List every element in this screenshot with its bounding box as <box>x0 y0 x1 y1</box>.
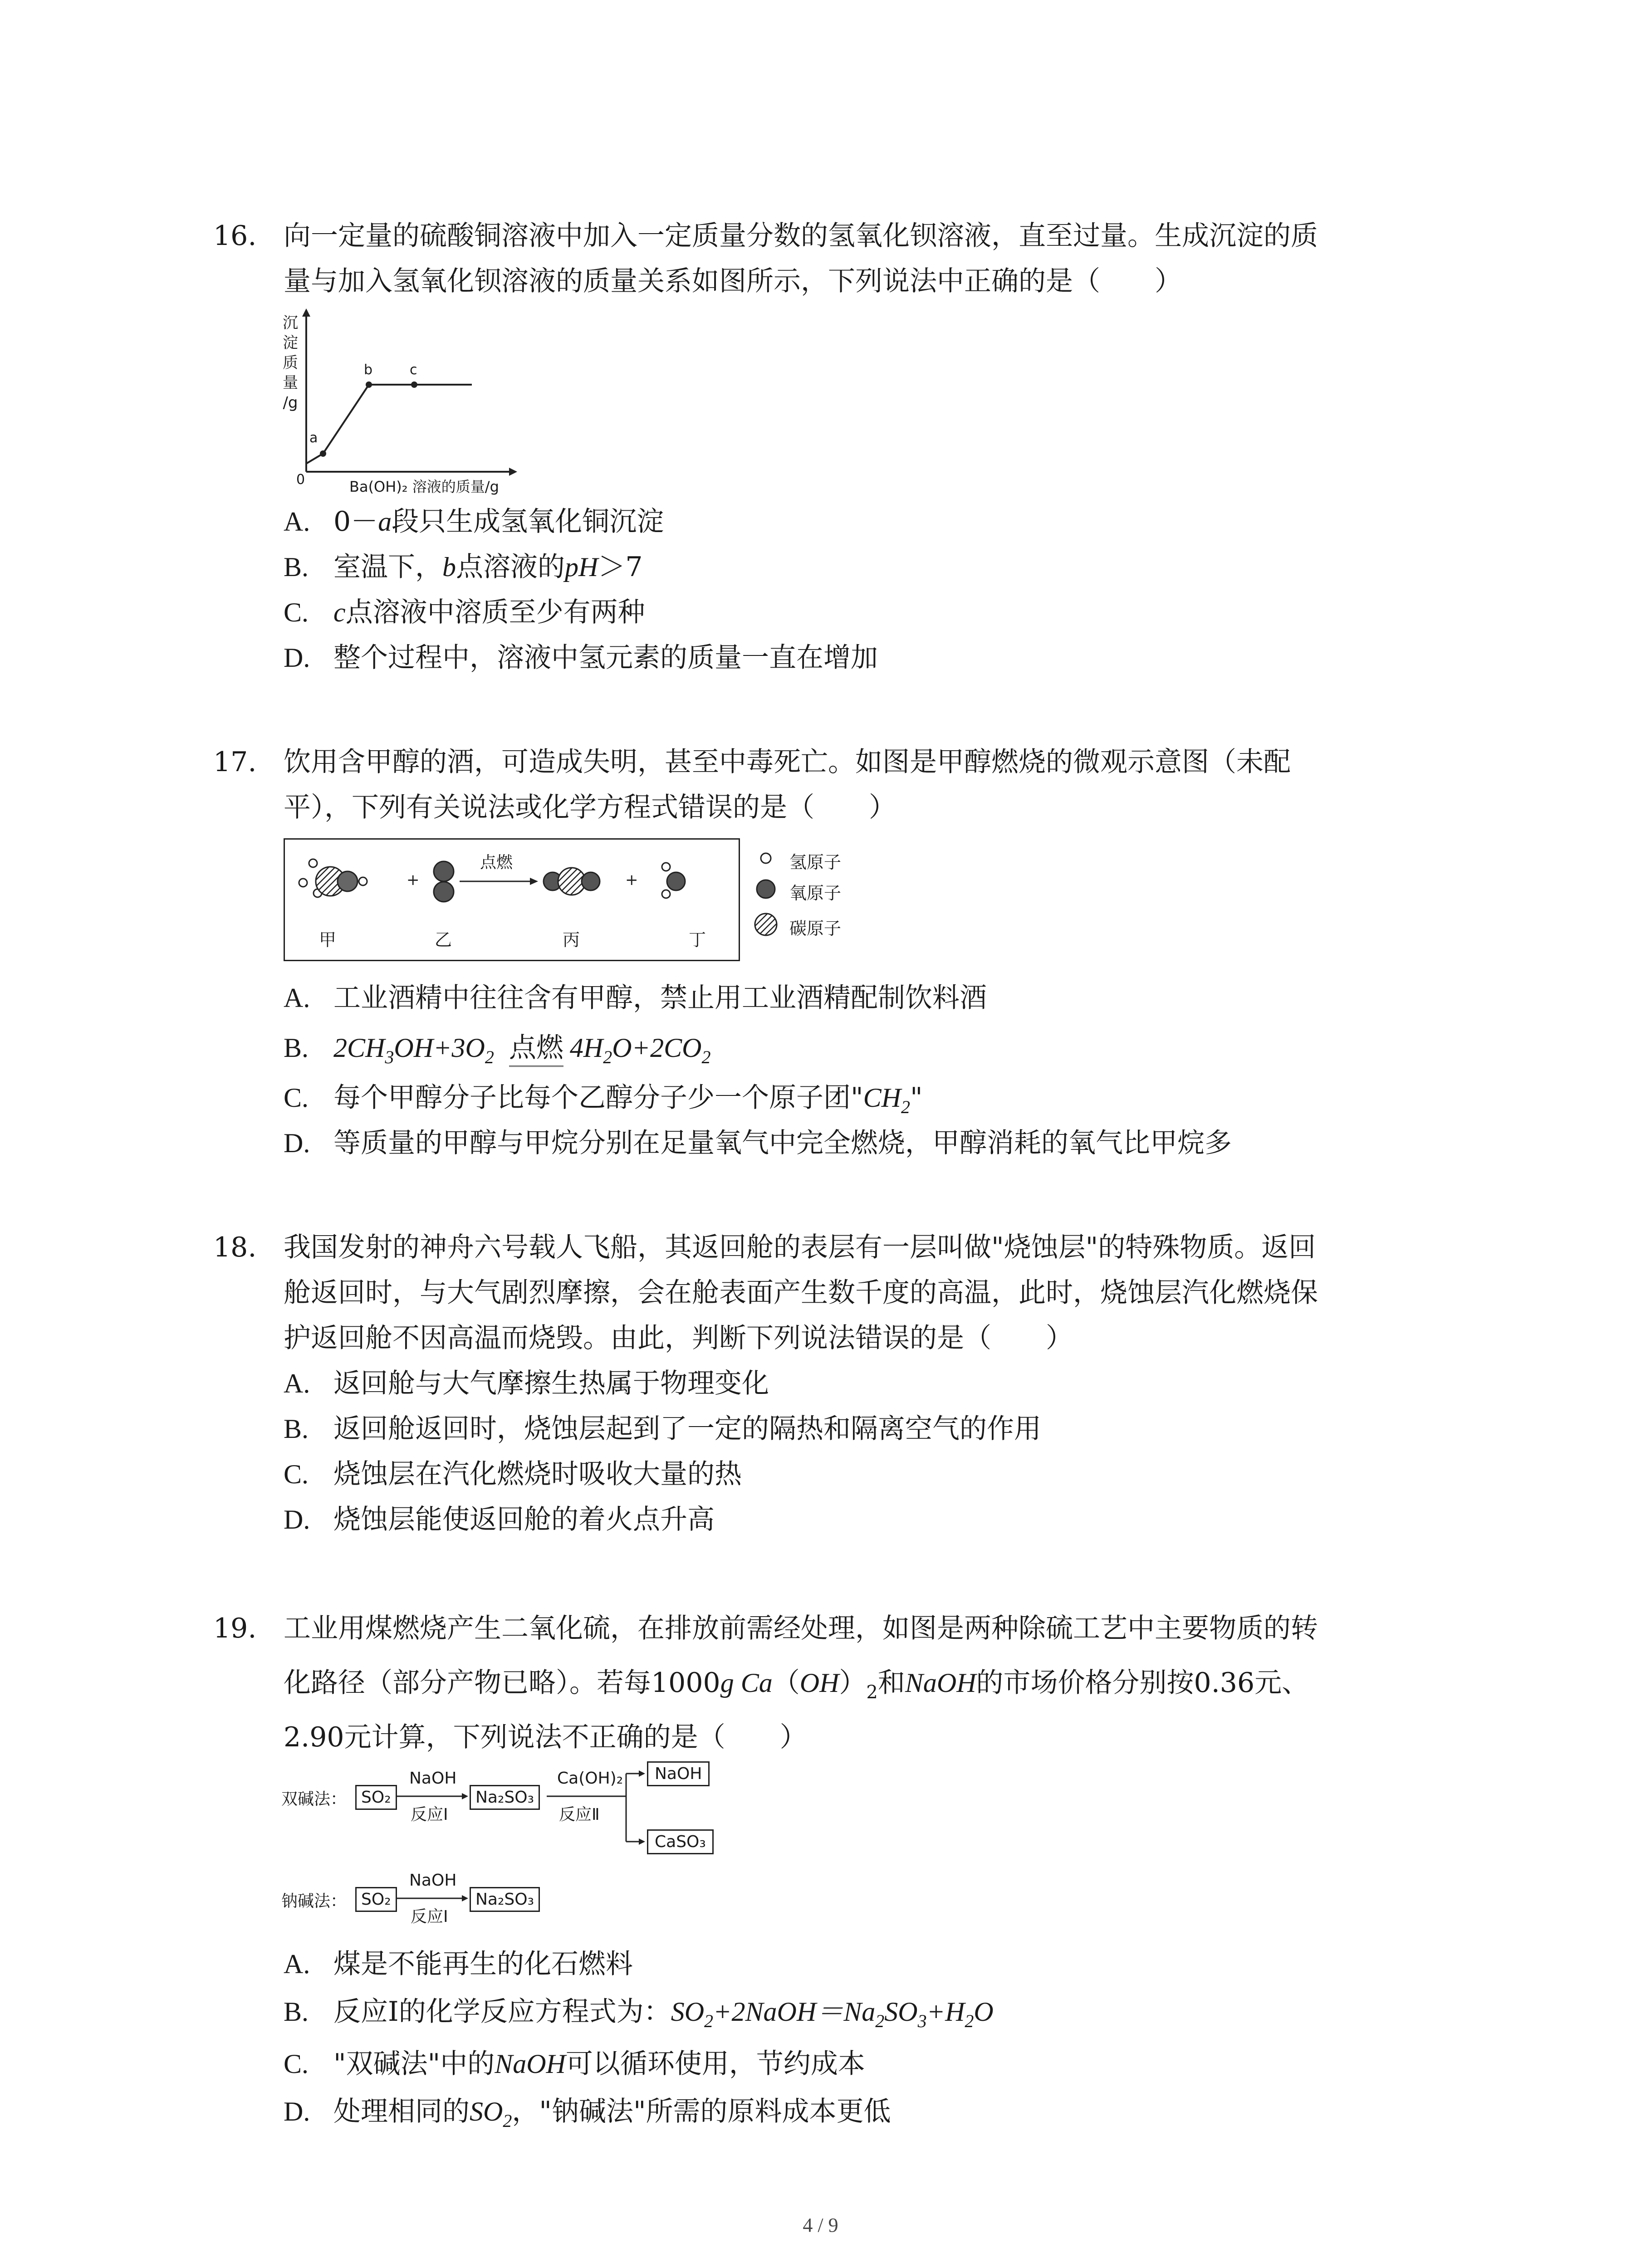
option-label: C. <box>284 1459 309 1489</box>
option-label: B. <box>284 1033 309 1063</box>
point-a <box>320 450 326 457</box>
q18-option-a <box>284 1361 769 1406</box>
naoh-reagent: NaOH <box>409 1769 457 1788</box>
formula-oh: OH <box>799 1668 839 1698</box>
option-text: " <box>910 1082 923 1114</box>
q17-option-b <box>284 1025 710 1080</box>
option-text: 烧蚀层能使返回舱的着火点升高 <box>333 1504 715 1535</box>
plus-sign: + <box>625 871 638 889</box>
arrow-head-icon <box>462 1895 468 1901</box>
arrow-head-icon <box>462 1793 468 1799</box>
legend-icons <box>753 844 785 957</box>
option-text: ，"钠碱法"所需的原料成本更低 <box>512 2096 891 2127</box>
question-16-chart <box>281 308 517 499</box>
reaction-2-label: 反应Ⅱ <box>559 1805 600 1824</box>
q16-option-a <box>284 499 664 544</box>
option-text: 烧蚀层在汽化燃烧时吸收大量的热 <box>333 1458 742 1490</box>
y-label-char: 沉 <box>283 314 298 332</box>
formula-caoh2: Ca <box>740 1668 773 1698</box>
stem-text: 和 <box>877 1667 905 1699</box>
y-label-char: /g <box>283 394 298 412</box>
option-text: 室温下， <box>333 551 442 583</box>
question-18-stem-line1: 我国发射的神舟六号载人飞船，其返回舱的表层有一层叫做"烧蚀层"的特殊物质。返回 <box>284 1232 1316 1263</box>
method-double-alkali: 双碱法： <box>281 1790 347 1809</box>
molecule-label-ding: 丁 <box>689 930 706 950</box>
option-label: B. <box>284 552 309 582</box>
method-sodium-alkali: 钠碱法： <box>281 1892 347 1911</box>
option-text: ＞7 <box>598 551 643 583</box>
q17-option-d <box>284 1120 1232 1166</box>
y-axis-arrow-icon <box>302 308 310 317</box>
methanol-molecule <box>299 859 367 897</box>
y-label-char: 量 <box>283 374 298 392</box>
molecule-label-bing: 丙 <box>563 930 580 950</box>
option-label: C. <box>284 1083 309 1113</box>
so2-box: SO₂ <box>355 1887 397 1912</box>
paren: ） <box>839 1667 867 1699</box>
q19-option-d <box>284 2089 891 2144</box>
legend-oxygen: 氧原子 <box>789 883 842 903</box>
question-19-stem-line3: 2.90元计算，下列说法不正确的是（ ） <box>284 1721 807 1753</box>
option-text: 工业酒精中往往含有甲醇，禁止用工业酒精配制饮料酒 <box>333 982 987 1014</box>
carbon-atom-icon <box>755 914 777 935</box>
naoh-product-box: NaOH <box>647 1761 710 1786</box>
origin-label: 0 <box>296 472 305 488</box>
arrow-head-icon <box>639 1838 645 1845</box>
atom-legend <box>753 844 871 957</box>
water-molecule <box>662 863 685 898</box>
q16-option-b <box>284 544 643 590</box>
q18-option-b <box>284 1406 1041 1452</box>
option-text: 处理相同的 <box>333 2096 470 2127</box>
y-label-char: 淀 <box>283 334 298 352</box>
equation-left: $2CH_3OH+3O_2$ <box>333 1033 494 1067</box>
question-17-stem-line1: 饮用含甲醇的酒，可造成失明，甚至中毒死亡。如图是甲醇燃烧的微观示意图（未配 <box>284 746 1291 778</box>
arrow-condition: 点燃 <box>480 853 513 872</box>
reaction-1-label: 反应Ⅰ <box>411 1907 448 1926</box>
option-label: A. <box>284 1949 310 1979</box>
point-c-label: c <box>410 362 417 378</box>
option-var: c <box>333 597 346 627</box>
point-b-label: b <box>364 362 373 378</box>
q17-option-a <box>284 975 987 1021</box>
na2so3-box: Na₂SO₃ <box>470 1785 540 1810</box>
carbon-dioxide-molecule <box>544 868 600 895</box>
oxygen-atom-icon <box>757 880 775 898</box>
formula-so2: $SO_2$ <box>470 2097 512 2131</box>
formula-ch2: $CH_2$ <box>863 1083 910 1117</box>
question-16-stem-line2: 量与加入氢氧化钡溶液的质量关系如图所示，下列说法中正确的是（ ） <box>284 265 1182 297</box>
option-label: C. <box>284 597 309 627</box>
reaction-condition <box>509 1025 563 1070</box>
option-text: 整个过程中，溶液中氢元素的质量一直在增加 <box>333 642 878 674</box>
option-text: 点溶液中溶质至少有两种 <box>345 596 645 628</box>
question-18-number: 18. <box>213 1232 257 1263</box>
stem-text: 化路径（部分产物已略）。若每1000 <box>284 1667 720 1699</box>
legend-carbon: 碳原子 <box>789 919 842 938</box>
arrow-head-icon <box>639 1770 645 1777</box>
data-line <box>306 385 472 464</box>
option-text: 可以循环使用，节约成本 <box>565 2048 865 2080</box>
option-text: 点溶液的 <box>456 551 565 583</box>
option-label: A. <box>284 507 310 537</box>
question-19-stem-line2 <box>284 1660 1309 1715</box>
paren: （ <box>772 1667 800 1699</box>
option-label: C. <box>284 2049 309 2079</box>
option-text: 每个甲醇分子比每个乙醇分子少一个原子团" <box>333 1082 863 1114</box>
legend-hydrogen: 氢原子 <box>789 852 842 872</box>
option-text: 煤是不能再生的化石燃料 <box>333 1948 633 1980</box>
precipitate-mass-chart <box>281 308 517 499</box>
hydrogen-atom-icon <box>761 853 771 863</box>
option-label: A. <box>284 1369 310 1398</box>
option-text: "双碱法"中的 <box>333 2048 495 2080</box>
caoh2-reagent: Ca(OH)₂ <box>557 1769 623 1788</box>
reaction-1-label: 反应Ⅰ <box>411 1805 448 1824</box>
oxygen-molecule <box>434 861 454 902</box>
molecule-label-yi: 乙 <box>435 930 452 950</box>
question-17-stem-line2: 平），下列有关说法或化学方程式错误的是（ ） <box>284 792 896 823</box>
q16-option-d <box>284 635 878 680</box>
condition-text: 点燃 <box>509 1032 563 1064</box>
q18-option-d <box>284 1497 715 1542</box>
q16-option-c <box>284 590 645 635</box>
q19-option-c <box>284 2041 865 2087</box>
so2-box: SO₂ <box>355 1785 397 1810</box>
plus-sign: + <box>407 871 420 889</box>
option-text: 返回舱与大气摩擦生热属于物理变化 <box>333 1368 769 1399</box>
question-19-stem-line1: 工业用煤燃烧产生二氧化硫，在排放前需经处理，如图是两种除硫工艺中主要物质的转 <box>284 1613 1318 1644</box>
option-text: 反应Ⅰ的化学反应方程式为： <box>333 1996 671 2028</box>
option-text: 等质量的甲醇与甲烷分别在足量氧气中完全燃烧，甲醇消耗的氧气比甲烷多 <box>333 1127 1232 1159</box>
option-var: a <box>378 507 392 537</box>
question-18-stem-line2: 舱返回时，与大气剧烈摩擦，会在舱表面产生数千度的高温，此时，烧蚀层汽化燃烧保 <box>284 1277 1318 1309</box>
q19-option-b <box>284 1989 994 2044</box>
option-text: 0－ <box>333 506 378 538</box>
x-axis-arrow-icon <box>509 468 517 476</box>
option-label: A. <box>284 983 310 1013</box>
reaction-equation: $SO_2+2NaOH=Na_2SO_3+H_2O$ <box>671 1997 994 2031</box>
question-17-number: 17. <box>213 746 257 778</box>
caso3-product-box: CaSO₃ <box>647 1829 714 1854</box>
x-axis-label: Ba(OH)₂ 溶液的质量/g <box>349 478 499 495</box>
q19-option-a <box>284 1941 633 1987</box>
question-19-number: 19. <box>213 1613 257 1644</box>
formula-naoh: NaOH <box>495 2049 566 2079</box>
q18-option-c <box>284 1452 742 1497</box>
point-b <box>366 381 372 388</box>
option-text: 返回舱返回时，烧蚀层起到了一定的隔热和隔离空气的作用 <box>333 1413 1041 1445</box>
question-18-stem-line3: 护返回舱不因高温而烧毁。由此，判断下列说法错误的是（ ） <box>284 1322 1073 1354</box>
equation-right: $4H_2O+2CO_2$ <box>569 1033 711 1067</box>
y-label-char: 质 <box>283 354 298 372</box>
option-var: b <box>442 552 456 582</box>
point-c <box>411 381 417 388</box>
desulfurization-diagram <box>281 1760 735 1941</box>
arrow-head-icon <box>530 878 538 885</box>
option-text: 段只生成氢氧化铜沉淀 <box>392 506 664 538</box>
page-number: 4 / 9 <box>803 2214 838 2236</box>
molecule-label-jia: 甲 <box>319 930 337 950</box>
formula-naoh: NaOH <box>905 1668 976 1698</box>
question-16-number: 16. <box>213 220 257 252</box>
na2so3-box: Na₂SO₃ <box>470 1887 540 1912</box>
option-label: D. <box>284 1505 310 1535</box>
unit-g: g <box>720 1668 741 1698</box>
option-label: D. <box>284 2097 310 2126</box>
option-label: B. <box>284 1414 309 1444</box>
subscript: 2 <box>866 1682 878 1703</box>
naoh-reagent: NaOH <box>409 1871 457 1890</box>
option-label: D. <box>284 1128 310 1158</box>
option-var: pH <box>565 552 598 582</box>
option-label: D. <box>284 643 310 673</box>
option-label: B. <box>284 1997 309 2027</box>
question-16-stem-line1: 向一定量的硫酸铜溶液中加入一定质量分数的氢氧化钡溶液，直至过量。生成沉淀的质 <box>284 220 1318 252</box>
methanol-combustion-diagram <box>284 838 740 961</box>
point-a-label: a <box>309 430 318 446</box>
stem-text: 的市场价格分别按0.36元、 <box>976 1667 1309 1699</box>
